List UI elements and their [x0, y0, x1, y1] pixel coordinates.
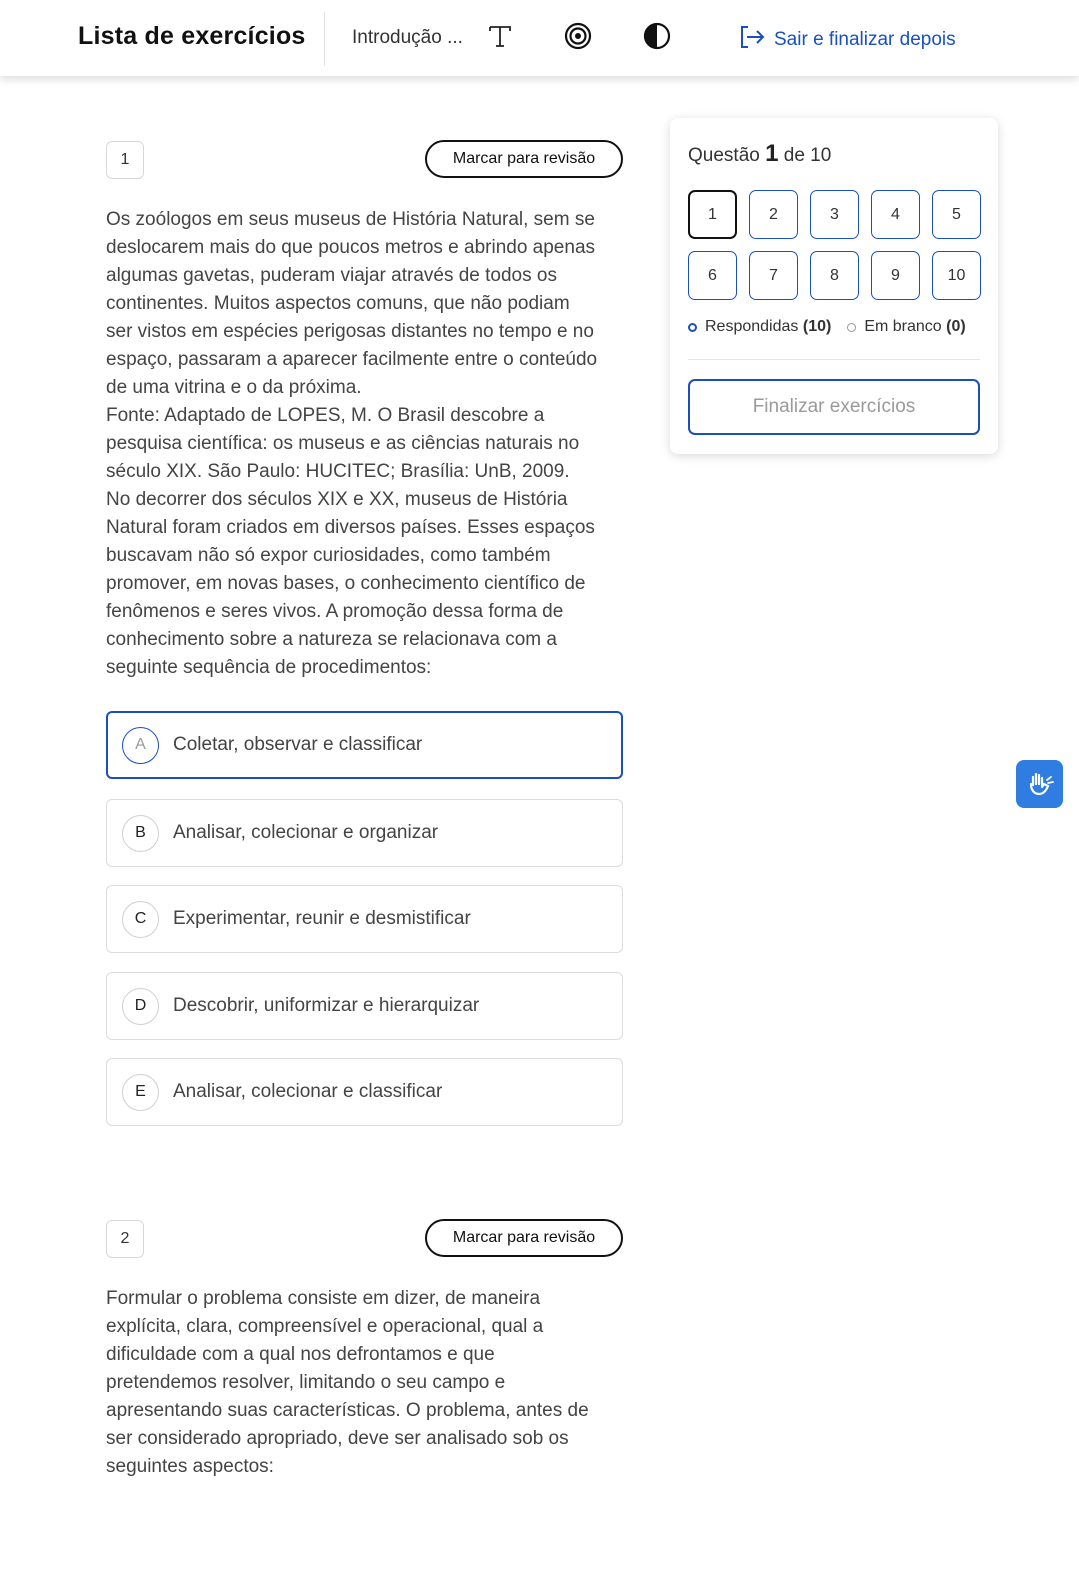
top-header [0, 0, 1079, 76]
answer-legend [688, 318, 980, 336]
nav-question-5[interactable]: 5 [932, 190, 981, 239]
target-icon[interactable] [562, 20, 594, 52]
blank-count: (0) [946, 318, 966, 335]
option-letter: D [122, 988, 159, 1025]
navigator-prefix: Questão [688, 145, 760, 166]
exit-label: Sair e finalizar depois [774, 29, 956, 50]
option-e[interactable] [106, 1058, 623, 1126]
option-letter: E [122, 1074, 159, 1111]
page-title: Lista de exercícios [78, 22, 306, 50]
option-letter: C [122, 901, 159, 938]
exit-finish-later-button[interactable] [738, 24, 956, 56]
font-size-icon[interactable] [484, 20, 516, 52]
nav-question-9[interactable]: 9 [871, 251, 920, 300]
finish-exercises-button[interactable]: Finalizar exercícios [688, 379, 980, 435]
option-a[interactable] [106, 711, 623, 779]
option-letter: A [122, 727, 159, 764]
option-text: Analisar, colecionar e organizar [173, 822, 439, 843]
navigator-divider [688, 359, 980, 360]
course-name: Introdução ... [352, 27, 463, 48]
option-letter: B [122, 815, 159, 852]
question-navigator [670, 118, 998, 454]
option-text: Descobrir, uniformizar e hierarquizar [173, 995, 480, 1016]
exit-icon [738, 24, 766, 56]
contrast-icon[interactable] [641, 20, 673, 52]
option-text: Experimentar, reunir e desmistificar [173, 908, 471, 929]
answered-label: Respondidas [705, 318, 799, 335]
navigator-suffix: de 10 [783, 145, 832, 166]
sign-language-icon[interactable] [1016, 760, 1063, 808]
nav-question-7[interactable]: 7 [749, 251, 798, 300]
answered-count: (10) [802, 318, 832, 335]
blank-label: Em branco [864, 318, 942, 335]
question-number: 1 [106, 141, 144, 179]
current-question: 1 [765, 140, 779, 167]
navigator-grid [688, 190, 980, 300]
option-d[interactable] [106, 972, 623, 1040]
nav-question-8[interactable]: 8 [810, 251, 859, 300]
nav-question-4[interactable]: 4 [871, 190, 920, 239]
header-divider [324, 12, 325, 66]
navigator-title [688, 140, 831, 168]
option-b[interactable] [106, 799, 623, 867]
question-text: Formular o problema consiste em dizer, de maneira explícita, clara, compreensível e operacional, qual a dificuldade com a qual nos defrontamos e que pretendemos resolver, limitando o seu campo e apresentando suas características. O problema, antes de ser considerado apropriado, deve ser analisado sob os seguintes aspectos: [106, 1288, 589, 1477]
option-text: Coletar, observar e classificar [173, 734, 423, 755]
nav-question-2[interactable]: 2 [749, 190, 798, 239]
nav-question-10[interactable]: 10 [932, 251, 981, 300]
option-text: Analisar, colecionar e classificar [173, 1081, 443, 1102]
nav-question-1[interactable]: 1 [688, 190, 737, 239]
answered-dot-icon [688, 323, 697, 332]
question-text: Os zoólogos em seus museus de História Natural, sem se deslocarem mais do que poucos metros e abrindo apenas algumas gavetas, puderam viajar através de todos os continentes. Muitos aspectos comuns, que não podiam ser vistos em espécies perigosas distantes no tempo e no espaço, passaram a aparecer facilmente entre o conteúdo de uma vitrina e o da próxima. Fonte: Adaptado de LOPES, M. O Brasil descobre a pesquisa científica: os museus e as ciências naturais no século XIX. São Paulo: HUCITEC; Brasília: UnB, 2009. No decorrer dos séculos XIX e XX, museus de História Natural foram criados em diversos países. Esses espaços buscavam não só expor curiosidades, como também promover, em novas bases, o conhecimento científico de fenômenos e seres vivos. A promoção dessa forma de conhecimento sobre a natureza se relacionava com a seguinte sequência de procedimentos: [106, 209, 598, 678]
nav-question-3[interactable]: 3 [810, 190, 859, 239]
question-number: 2 [106, 1220, 144, 1258]
option-c[interactable] [106, 885, 623, 953]
mark-for-review-button[interactable]: Marcar para revisão [425, 1219, 623, 1257]
blank-dot-icon [847, 323, 856, 332]
nav-question-6[interactable]: 6 [688, 251, 737, 300]
mark-for-review-button[interactable]: Marcar para revisão [425, 140, 623, 178]
